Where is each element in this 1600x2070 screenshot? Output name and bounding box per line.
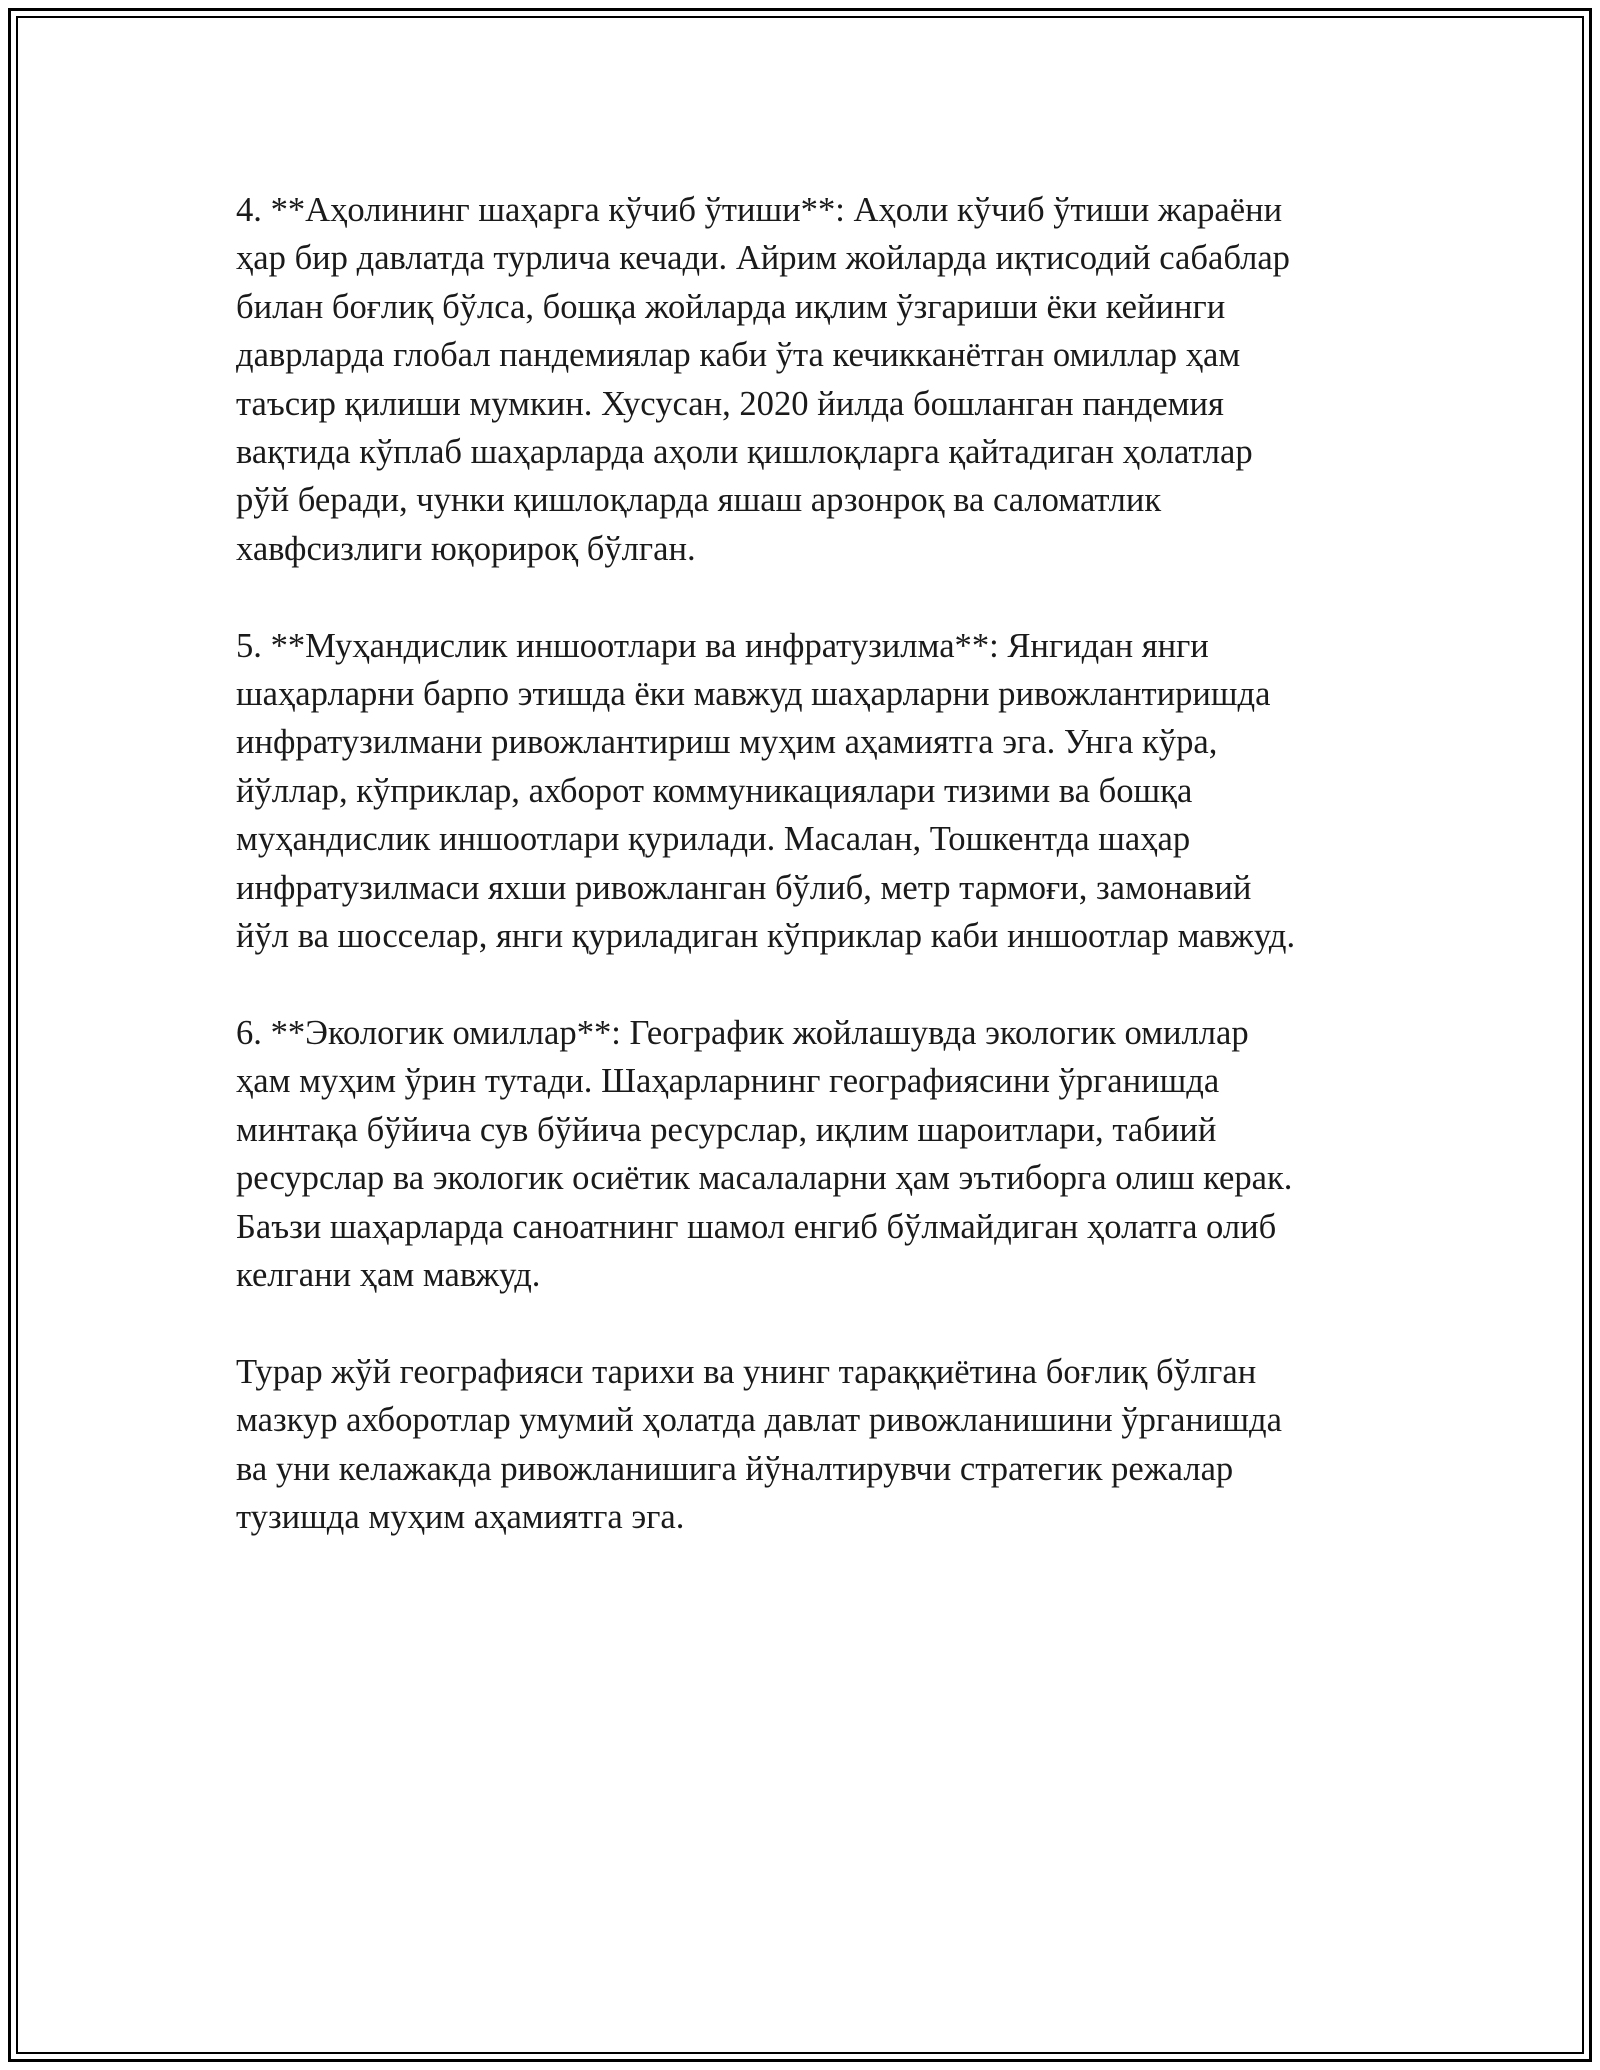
- text-line: 6. **Экологик омиллар**: Географик жойлашувда экологик омиллар: [236, 1013, 1249, 1052]
- text-line: даврларда глобал пандемиялар каби ўта кечикканётган омиллар ҳам: [236, 336, 1241, 375]
- text-line: Турар жўй географияси тарихи ва унинг тараққиётина боғлиқ бўлган: [236, 1352, 1257, 1391]
- text-line: Баъзи шаҳарларда саноатнинг шамол енгиб бўлмайдиган ҳолатга олиб: [236, 1207, 1277, 1246]
- text-line: ҳар бир давлатда турлича кечади. Айрим жойларда иқтисодий сабаблар: [236, 239, 1290, 278]
- text-line: минтақа бўйича сув бўйича ресурслар, иқлим шароитлари, табиий: [236, 1110, 1217, 1149]
- document-body: [236, 186, 1386, 1590]
- text-line: мазкур ахборотлар умумий ҳолатда давлат ривожланишини ўрганишда: [236, 1401, 1283, 1440]
- text-line: тузишда муҳим аҳамиятга эга.: [236, 1497, 685, 1536]
- text-line: йўллар, кўприклар, ахборот коммуникациялари тизими ва бошқа: [236, 771, 1193, 810]
- text-line: шаҳарларни барпо этишда ёки мавжуд шаҳарларни ривожлантиришда: [236, 675, 1271, 714]
- text-line: ресурслар ва экологик осиётик масалаларни ҳам эътиборга олиш керак.: [236, 1159, 1293, 1198]
- paragraph-infrastructure: [236, 622, 1386, 961]
- text-line: 5. **Муҳандислик иншоотлари ва инфратузилма**: Янгидан янги: [236, 626, 1209, 665]
- text-line: йўл ва шосселар, янги қуриладиган кўприклар каби иншоотлар мавжуд.: [236, 917, 1296, 956]
- paragraph-conclusion: [236, 1348, 1386, 1542]
- text-line: билан боғлиқ бўлса, бошқа жойларда иқлим ўзгариши ёки кейинги: [236, 287, 1226, 326]
- text-line: вақтида кўплаб шаҳарларда аҳоли қишлоқларга қайтадиган ҳолатлар: [236, 433, 1253, 472]
- text-line: ҳам муҳим ўрин тутади. Шаҳарларнинг географиясини ўрганишда: [236, 1062, 1220, 1101]
- text-line: таъсир қилиши мумкин. Хусусан, 2020 йилда бошланган пандемия: [236, 384, 1224, 423]
- text-line: ва уни келажакда ривожланишига йўналтирувчи стратегик режалар: [236, 1449, 1234, 1488]
- text-line: хавфсизлиги юқорироқ бўлган.: [236, 529, 696, 568]
- text-line: келгани ҳам мавжуд.: [236, 1255, 541, 1294]
- text-line: инфратузилмаси яхши ривожланган бўлиб, метр тармоғи, замонавий: [236, 868, 1252, 907]
- paragraph-population-migration: [236, 186, 1386, 573]
- text-line: 4. **Аҳолининг шаҳарга кўчиб ўтиши**: Аҳоли кўчиб ўтиши жараёни: [236, 191, 1283, 229]
- paragraph-ecological-factors: [236, 1009, 1386, 1299]
- text-line: рўй беради, чунки қишлоқларда яшаш арзонроқ ва саломатлик: [236, 481, 1162, 520]
- text-line: муҳандислик иншоотлари қурилади. Масалан, Тошкентда шаҳар: [236, 820, 1191, 859]
- text-line: инфратузилмани ривожлантириш муҳим аҳамиятга эга. Унга кўра,: [236, 723, 1218, 762]
